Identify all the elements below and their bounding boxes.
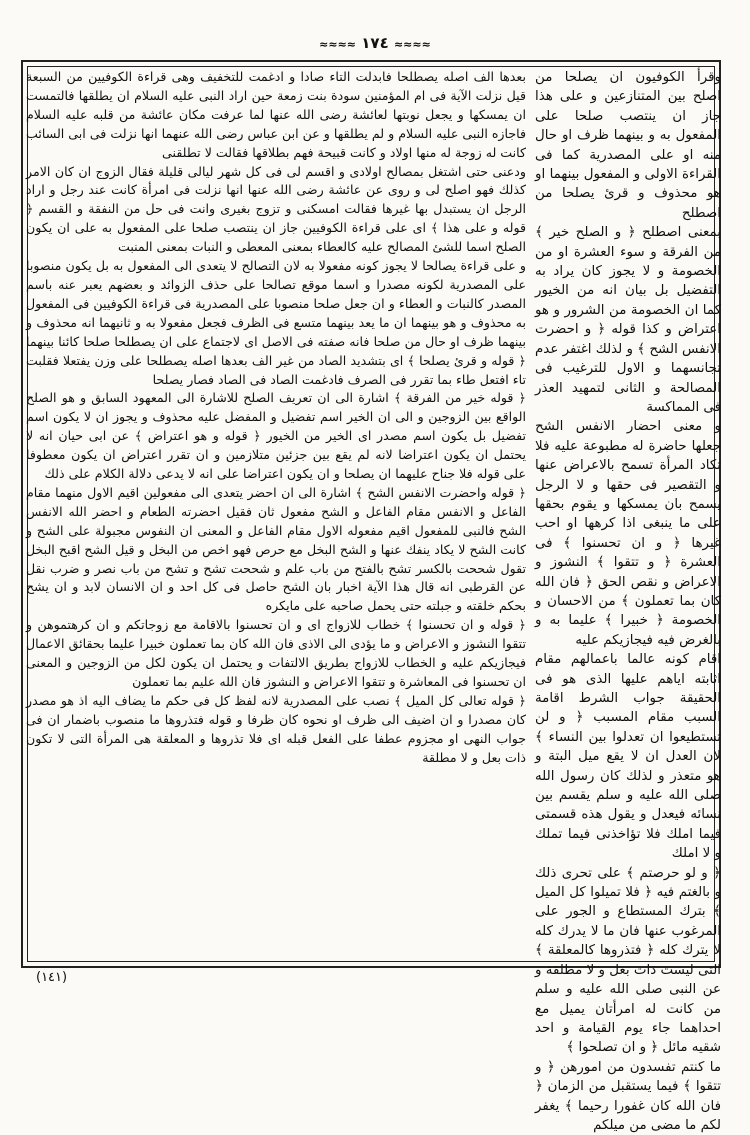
base-text-paragraph: وقرأ الكوفيون ان يصلحا من اصلح بين المتنازعين و على هذا جاز ان ينتصب صلحا على المفعول به و بينهما ظرف او حال منه او على المصدرية كما فى القراءة الاولى و المفعول بينهما او هو محذوف و قرئ يصلحا من اصطلح <box>535 70 721 221</box>
commentary-paragraph: ﴿ قوله خير من الفرقة ﴾ اشارة الى ان تعريف الصلح للاشارة الى المعهود السابق و هو الصلح الواقع بين الزوجين و الى ان الخير اسم تفضيل و المفضل عليه محذوف و يجوز ان لا يكون اسم تفضيل بل يكون اسم مصدر اى الخير من الخيور ﴿ قوله و هو اعتراض ﴾ عن ابى حيان انه لا يحتمل ان يكون اعتراضا لانه لم يقع بين جزئين متلازمين و ان تقرر اعتراض ان يكون معطوفا على قوله فلا جناح عليهما ان يصلحا و ان يكون اعتراضا على انه لا يدعى دلالة الكلام على ذلك <box>26 390 526 482</box>
header-ornament-right: ≈≈≈≈ <box>393 38 431 51</box>
commentary-paragraph: و على قراءة يصالحا لا يجوز كونه مفعولا به لان التصالح لا يتعدى الى المفعول به بل يكون منصوبا على المصدرية لكونه مصدرا و اسما موقع تصالحا على حذف الزوائد و بعضهم يعبر عنه باسم المصدر كالنبات و العطاء و ان جعل صلحا منصوبا على المصدرية فى قراءة الكوفيين فى المفعول به محذوف و هو بينهما ان ما يعد بينهما متسع فى الظرف فجعل مفعولا به و ثانيهما انه محذوف و بينهما ظرف او حال من صلحا فانه صفته فى الاصل اى لاجتماع على ان يصطلحا صلحا كائنا بينهما ﴿ قوله و قرئ يصلحا ﴾ اى بتشديد الصاد من غير الف بعدها اصله يصطلحا على وزن يفتعلا فقلبت تاء افتعل طاء بما تقرر فى الصرف فادغمت الصاد فى الصاد فصار يصلحا <box>26 258 526 387</box>
signature-mark: (١٤١) <box>36 970 68 985</box>
base-text-paragraph: و معنى احضار الانفس الشح جعلها حاضرة له مطبوعة عليه فلا تكاد المرأة تسمح بالاعراض عنها و التقصير فى حقها و لا الرجل يسمح بان يمسكها و يقوم بحقها على ما ينبغى اذا كرهها او احب غيرها ﴿ و ان تحسنوا ﴾ فى العشرة ﴿ و تتقوا ﴾ النشوز و الاعراض و نقص الحق ﴿ فان الله كان بما تعملون ﴾ من الاحسان و الخصومة ﴿ خبيرا ﴾ عليما به و بالغرض فيه فيجازيكم عليه <box>535 419 721 648</box>
commentary-paragraph: بعدها الف اصله يصطلحا فابدلت التاء صادا و ادغمت للتخفيف وهى قراءة الكوفيين من السبعة قيل نزلت الآية فى ام المؤمنين سودة بنت زمعة حين اراد النبى عليه السلام ان يطلقها فالتمست ان يمسكها و يجعل نوبتها لعائشة رضى الله عنها لما عرفت مكان عائشة من قلبه عليه السلام فاجازه النبى عليه السلام و لم يطلقها و عن ابن عباس رضى الله عنهما انها نزلت فى ابى السائب كانت له زوجة له منها اولاد و كانت قبيحة فهم بطلاقها فقالت لا تطلقنى <box>26 69 526 160</box>
page-number: ١٧٤ <box>361 34 389 52</box>
commentary-paragraph: ﴿ قوله و ان تحسنوا ﴾ خطاب للازواج اى و ان تحسنوا بالاقامة مع زوجاتكم و ان كرهتموهن و تتقوا النشوز و الاعراض و ما يؤدى الى الاذى فان الله كان بما تعملون خبيرا عليما بحقائق الاعمال فيجازيكم عليه و الخطاب للازواج بطريق الالتفات و يحتمل ان يكون لكل من الزوجين و المعنى ان تحسنوا فى المعاشرة و تتقوا الاعراض و النشوز فان الله عليم بما تعملون <box>26 617 526 689</box>
base-text-paragraph: ما كنتم تفسدون من امورهن ﴿ و تتقوا ﴾ فيما يستقبل من الزمان ﴿ فان الله كان غفورا رحيما ﴾ يغفر لكم ما مضى من ميلكم <box>535 1059 721 1133</box>
base-text-paragraph: اقام كونه عالما باعمالهم مقام اثابته اياهم عليها الذى هو فى الحقيقة جواب الشرط اقامة السبب مقام المسبب ﴿ و لن تستطيعوا ان تعدلوا بين النساء ﴾ لان العدل ان لا يقع ميل البتة و هو متعذر و لذلك كان رسول الله صلى الله عليه و سلم يقسم بين نسائه فيعدل و يقول هذه قسمتى فيما املك فلا تؤاخذنى فيما تملك و لا املك <box>535 652 721 862</box>
header-ornament-left: ≈≈≈≈ <box>319 38 357 51</box>
commentary-column <box>26 68 526 968</box>
base-text-paragraph: بمعنى اصطلح ﴿ و الصلح خير ﴾ من الفرقة و سوء العشرة او من الخصومة و لا يجوز كان يراد به التفضيل بل بيان انه من الخيور كما ان الخصومة من الشرور و هو اعتراض و كذا قوله ﴿ و احضرت الانفس الشح ﴾ و لذلك اغتفر عدم تجانسهما و الاول للترغيب فى المصالحة و الثانى لتمهيد العذر فى المماكسة <box>535 225 721 415</box>
commentary-paragraph: ﴿ قوله واحضرت الانفس الشح ﴾ اشارة الى ان احضر يتعدى الى مفعولين اقيم الاول منهما مقام الفاعل و الانفس مقام الفاعل و الشح مفعول ثان فقيل احضرته الطعام و احضر الله الانفس الشح فالنبى للمفعول اقيم مفعوله الاول مقام الفاعل و المعنى ان النفوس مجبولة على الشح و كانت الشح لا يكاد ينفك عنها و الشح البخل مع حرص فهو اخص من البخل و قيل الشح اقبح البخل تقول شححت بالكسر تشح بالفتح من باب علم و شححت تشح و تشح من باب نصر و ضرب نقل عن القرطبى انه قال هذا الآية اخبار بان الشح حاصل فى كل احد و ان الانسان لابد و ان يشح بحكم خلقته و جبلته حتى يحمل صاحبه على مايكره <box>26 484 526 614</box>
page-header <box>0 34 750 52</box>
commentary-paragraph: ودعنى حتى اشتغل بمصالح اولادى و اقسم لى فى كل شهر ليالى قليلة فقال الزوج ان كان الامر كذلك فهو اصلح لى و روى عن عائشة رضى الله عنها انها نزلت فى امرأة كانت عند رجل و اراد الرجل ان يستبدل بها غيرها فقالت امسكنى و تزوج بغيرى وانت فى حل من النفقة و القسم ﴿ قوله و على هذا ﴾ اى على قراءة الكوفيين جاز ان ينتصب صلحا على المفعول به على ان يكون الصلح اسما للشئ المصالح عليه كالعطاء بمعنى المعطى و النبات بمعنى المنبت <box>26 163 526 255</box>
base-text-paragraph: ﴿ و لو حرصتم ﴾ على تحرى ذلك و بالغتم فيه ﴿ فلا تميلوا كل الميل ﴾ بترك المستطاع و الجور على المرغوب عنها فان ما لا يدرك كله لا يترك كله ﴿ فتذروها كالمعلقة ﴾ التى ليست ذات بعل و لا مطلقة و عن النبى صلى الله عليه و سلم من كانت له امرأتان يميل مع احداهما جاء يوم القيامة و احد شقيه مائل ﴿ و ان تصلحوا ﴾ <box>535 865 721 1056</box>
commentary-paragraph: ﴿ قوله تعالى كل الميل ﴾ نصب على المصدرية لانه لفظ كل فى حكم ما يضاف اليه اذ هو مصدر كان مصدرا و ان اضيف الى ظرف او نحوه كان ظرفا و قوله فتذروها ما منصوب باضمار ان فى جواب النهى او مجزوم عطفا على الفعل قبله اى فلا تذروها و المعلقة هى المرأة التى لا تكون ذات بعل و لا مطلقة <box>26 692 526 765</box>
base-text-column <box>535 68 721 1133</box>
